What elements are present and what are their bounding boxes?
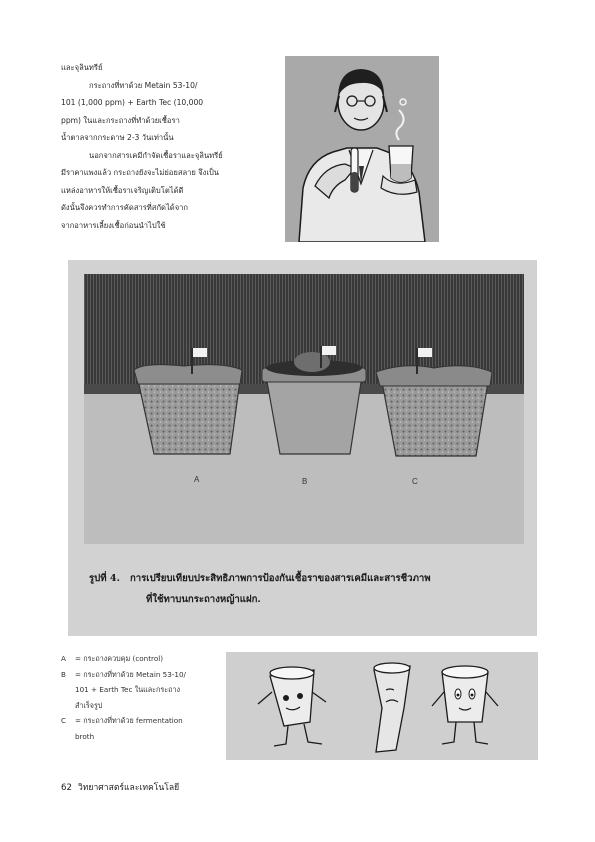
figure-label: รูปที่ 4. [89,573,120,584]
body-text [61,59,286,234]
body-line: น้ำตาลจากกระดาษ 2-3 วันเท่านั้น [61,133,174,142]
figure-caption [89,568,431,610]
cartoon-pots-illustration [226,652,538,760]
body-line: นอกจากสารเคมีกำจัดเชื้อราและจุลินทรีย์ [89,150,223,160]
legend-key: C [61,716,67,725]
caption-line-1: การเปรียบเทียบประสิทธิภาพการป้องกันเชื้อราของสารเคมีและสารชีวภาพ [129,573,431,584]
body-line: และจุลินทรีย์ [61,63,103,72]
legend-item [61,667,186,683]
legend-key: A [61,654,66,663]
photo-label-c: C [412,477,418,486]
legend-text: = กระถางที่ทาด้วย fermentation [75,716,183,725]
journal-title: วิทยาศาสตร์และเทคโนโลยี [77,783,180,793]
photo-label-a: A [194,475,200,484]
body-line: กระถางที่ทาด้วย Metain 53-10/ [89,80,198,90]
body-line: ppm) ในและกระถางที่ทำด้วยเชื้อรา [61,115,180,125]
body-line: มีราคาแพงแล้ว กระถางยังจะไม่ย่อยสลาย จึงเป็น [61,168,220,177]
body-line: จากอาหารเลี้ยงเชื้อก่อนนำไปใช้ [61,220,166,230]
photo-label-b: B [302,477,308,486]
legend-item [61,713,186,729]
body-line: ดังนั้นจึงควรทำการคัดสารที่สกัดได้จาก [61,203,189,212]
page-footer [61,780,179,794]
legend-item [61,651,186,667]
scientist-illustration [285,56,439,242]
legend-continuation: 101 + Earth Tec ในและกระถาง [75,685,180,694]
legend-text: = กระถางที่ทาด้วย Metain 53-10/ [75,669,186,679]
legend-continuation: สำเร็จรูป [75,700,103,710]
caption-line-2: ที่ใช้ทาบนกระถางหญ้าแฝก. [146,594,261,605]
pots-photo [84,274,524,544]
legend-key: B [61,669,66,679]
figure-legend [61,651,186,744]
body-line: 101 (1,000 ppm) + Earth Tec (10,000 [61,98,204,107]
legend-continuation: broth [75,731,95,741]
body-line: แหล่งอาหารให้เชื้อราเจริญเติบโตได้ดี [61,185,184,195]
legend-text: = กระถางควบคุม (control) [75,654,164,663]
page-number: 62 [61,783,72,793]
